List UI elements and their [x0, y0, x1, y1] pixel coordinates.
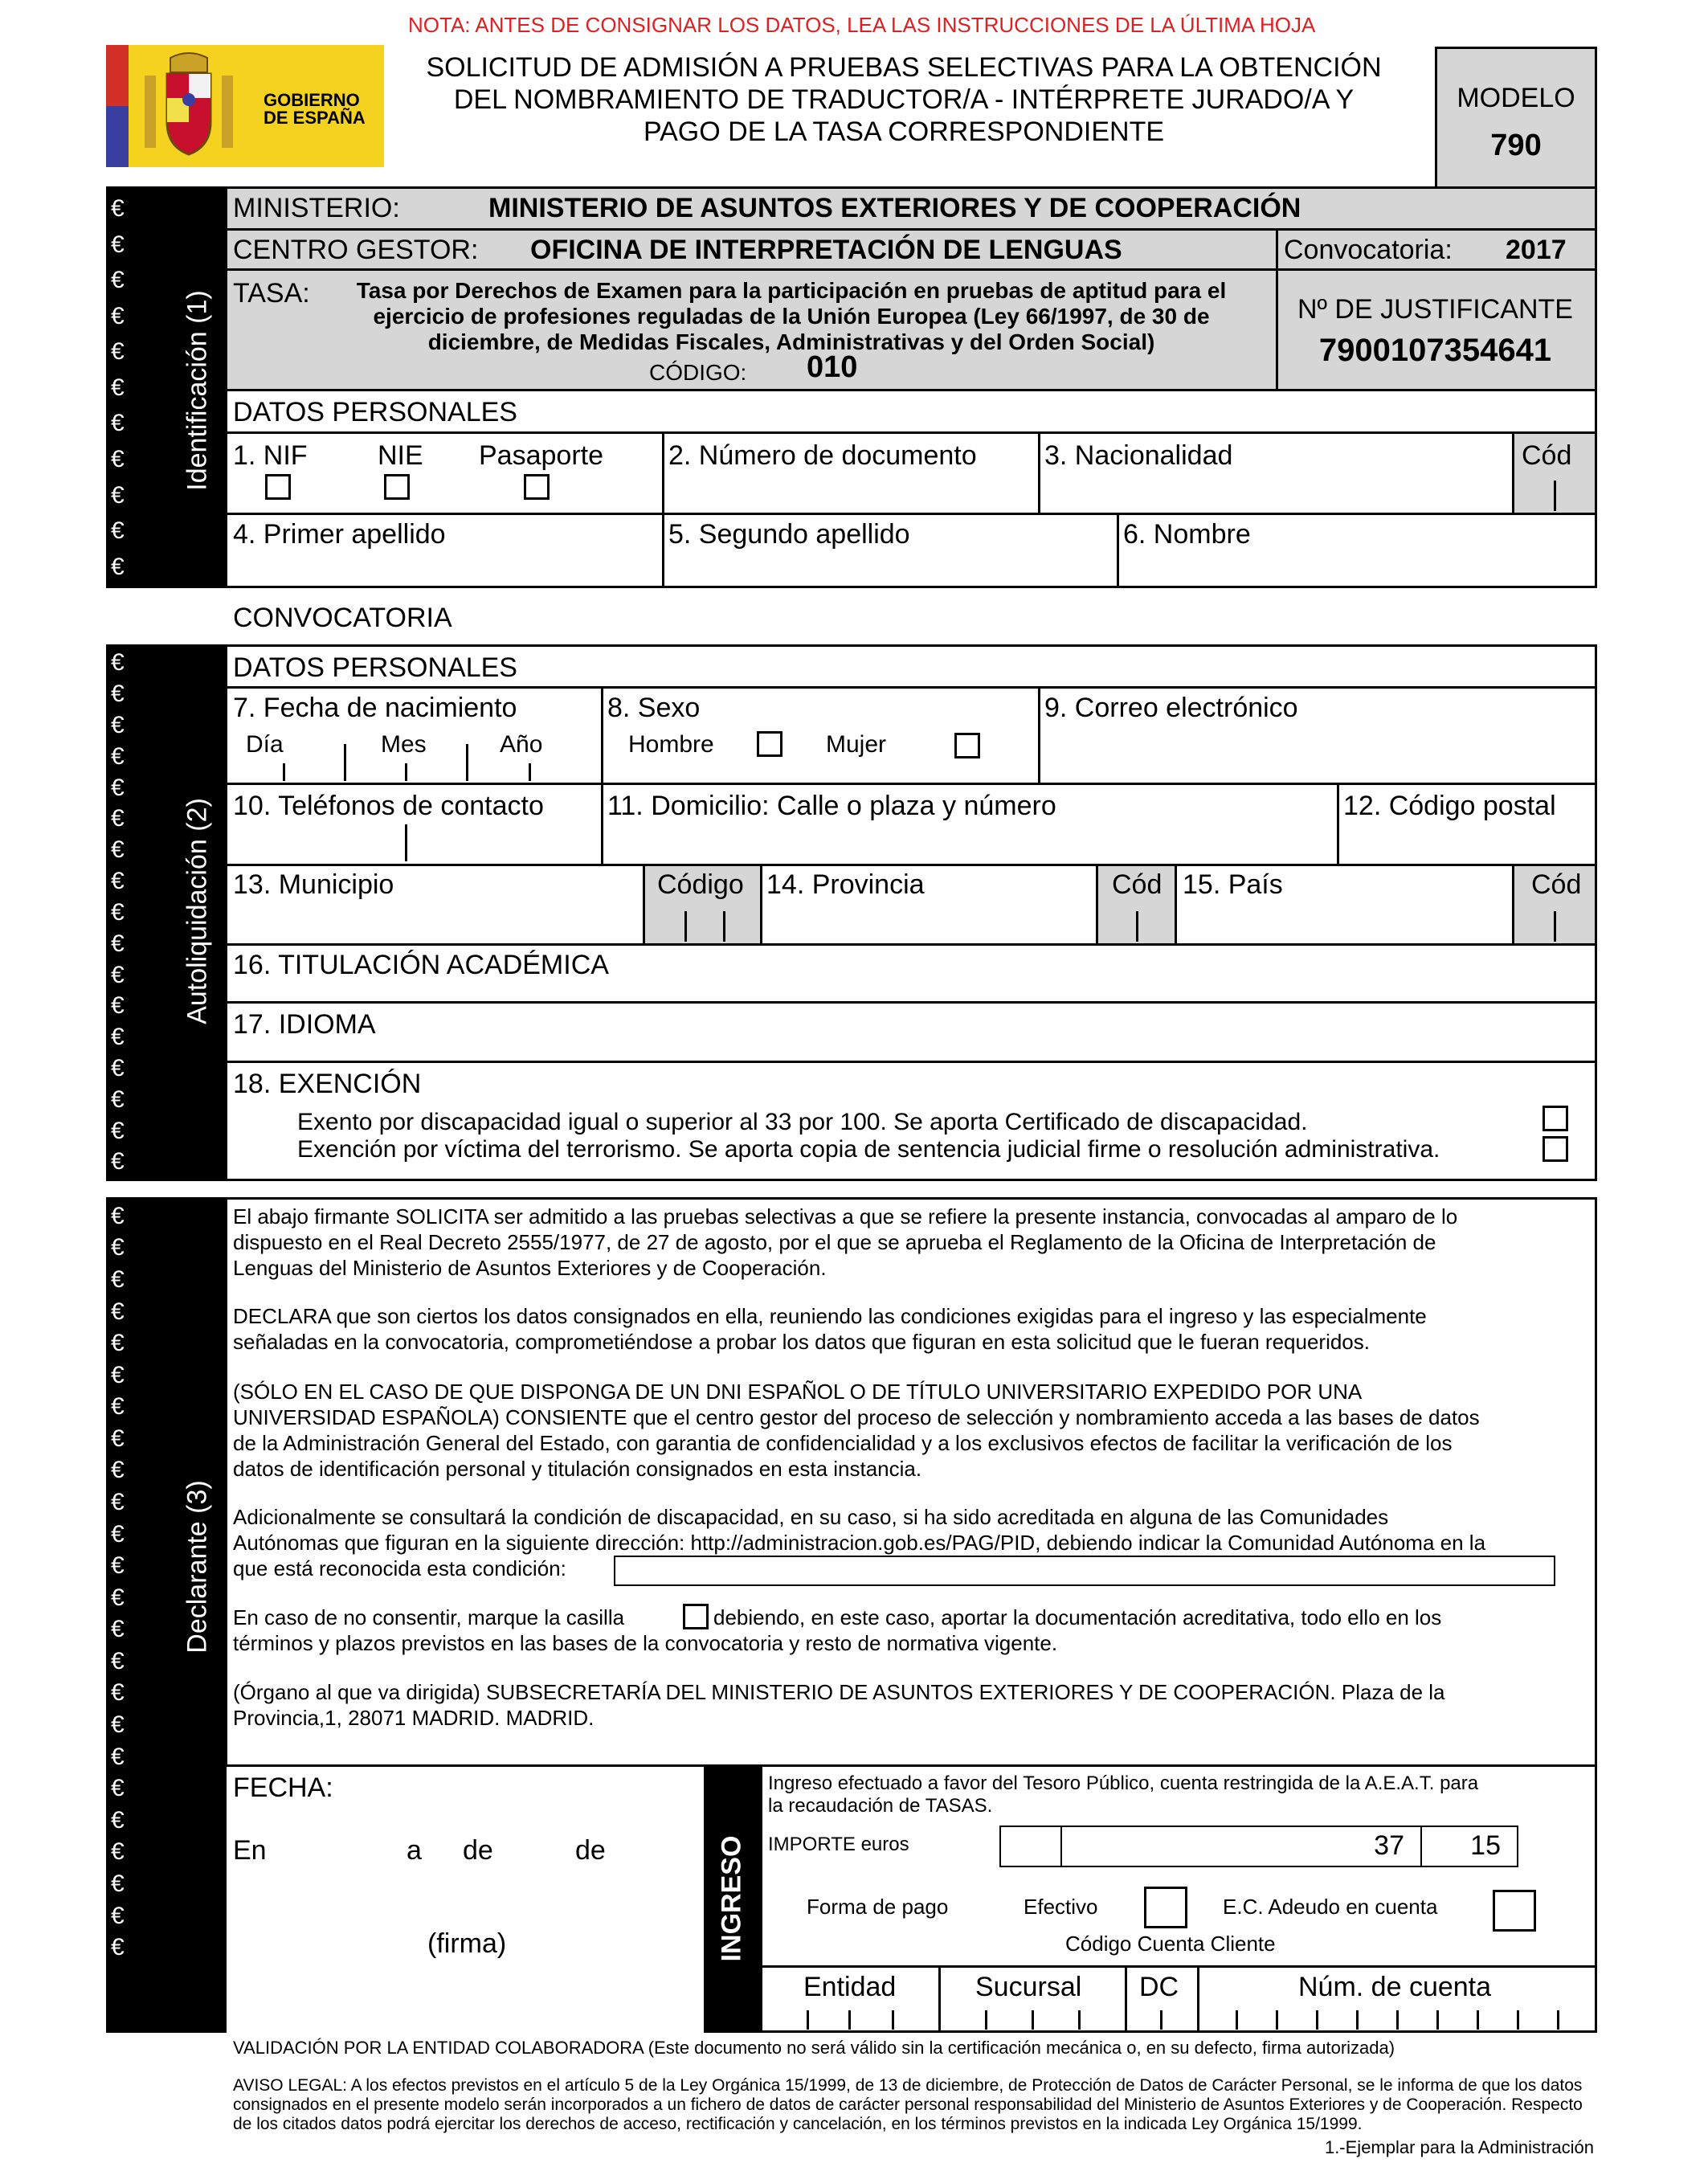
numero-documento-label[interactable]: 2. Número de documento — [668, 440, 977, 471]
form-title — [394, 51, 1414, 148]
euro-symbol: € — [111, 1425, 125, 1452]
segundo-apellido-field[interactable]: 5. Segundo apellido — [668, 519, 910, 550]
justificante-number: 7900107354641 — [1318, 333, 1552, 368]
euro-symbol: € — [111, 1520, 125, 1548]
convocatoria-year: 2017 — [1506, 235, 1567, 265]
nif-checkbox[interactable] — [265, 474, 291, 500]
euro-symbol: € — [111, 836, 125, 864]
euro-symbol: € — [111, 649, 125, 677]
provincia-field[interactable]: 14. Provincia — [766, 869, 925, 900]
euro-symbol: € — [111, 1086, 125, 1113]
modelo-number: 790 — [1490, 129, 1542, 162]
euro-symbol: € — [111, 1934, 125, 1961]
euro-symbol: € — [111, 992, 125, 1020]
aviso-legal: AVISO LEGAL: A los efectos previstos en el artículo 5 de la Ley Orgánica 15/1999, de 13 de diciembre, de Protección de Datos de Carácter Personal, se le informa de que los datos consignados en el presente modelo serán incorporados a un fichero de datos de carácter personal responsabilidad del Ministerio de Asuntos Exteriores y de Cooperación. Respecto de los citados datos podrá ejercitar los derechos de acceso, rectificación y cancelación, en los términos previstos en la indicada Ley Orgánica 15/1999. — [233, 2076, 1583, 2133]
no-consentir-checkbox[interactable] — [683, 1604, 709, 1629]
logo-text-line-1: GOBIERNO — [264, 90, 360, 110]
centro-gestor-value: OFICINA DE INTERPRETACIÓN DE LENGUAS — [530, 235, 1122, 265]
euro-symbol: € — [111, 1838, 125, 1866]
euro-symbol: € — [111, 1806, 125, 1834]
euro-symbol: € — [111, 1234, 125, 1261]
autoliquidacion-frame — [225, 644, 1597, 1181]
form-title-line-3: PAGO DE LA TASA CORRESPONDIENTE — [643, 117, 1165, 147]
nie-label: NIE — [378, 440, 423, 471]
municipio-field[interactable]: 13. Municipio — [233, 869, 394, 900]
euro-column-3 — [111, 1200, 130, 1964]
declaration-declara: DECLARA que son ciertos los datos consignados en ella, reuniendo las condiciones exigidas para el ingreso y las especialmente señaladas en la convocatoria, comprometiéndose a probar los datos que figuran en esta solicitud que le fueran requeridos. — [233, 1304, 1427, 1354]
euro-symbol: € — [111, 481, 125, 509]
flag-stripes — [106, 45, 129, 167]
sucursal-label: Sucursal — [975, 1972, 1082, 2002]
euro-symbol: € — [111, 553, 125, 580]
tasa-line-2: ejercicio de profesiones reguladas de la Unión Europea (Ley 66/1997, de 30 de — [373, 304, 1210, 329]
firma-label: (firma) — [427, 1928, 507, 1959]
fecha-nacimiento-label: 7. Fecha de nacimiento — [233, 693, 517, 723]
fecha-a: a — [407, 1835, 422, 1866]
euro-symbol: € — [111, 1679, 125, 1707]
euro-symbol: € — [111, 1647, 125, 1674]
pasaporte-checkbox[interactable] — [524, 474, 550, 500]
pais-cod-label: Cód — [1531, 869, 1582, 900]
titulacion-field[interactable]: 16. TITULACIÓN ACADÉMICA — [233, 950, 609, 980]
validacion-text: VALIDACIÓN POR LA ENTIDAD COLABORADORA (Este documento no será válido sin la certificación mecánica o, en su defecto, firma autorizada) — [233, 2038, 1395, 2058]
primer-apellido-field[interactable]: 4. Primer apellido — [233, 519, 446, 550]
tasa-line-1: Tasa por Derechos de Examen para la participación en pruebas de aptitud para el — [356, 278, 1227, 303]
form-title-line-2: DEL NOMBRAMIENTO DE TRADUCTOR/A - INTÉRPRETE JURADO/A Y — [453, 84, 1355, 115]
euro-symbol: € — [111, 774, 125, 801]
fecha-de-1: de — [463, 1835, 493, 1866]
codigo-value: 010 — [807, 350, 858, 384]
ministerio-label: MINISTERIO: — [233, 193, 400, 223]
logo-text-line-2: DE ESPAÑA — [264, 108, 366, 128]
euro-symbol: € — [111, 338, 125, 366]
fecha-label: FECHA: — [233, 1772, 333, 1803]
datos-personales-heading: DATOS PERSONALES — [233, 397, 517, 427]
organo-destino: (Órgano al que va dirigida) SUBSECRETARÍA DEL MINISTERIO DE ASUNTOS EXTERIORES Y DE COOPERACIÓN. Plaza de la Provincia,1, 28071 MADRID. MADRID. — [233, 1680, 1445, 1730]
importe-euros: 37 — [1374, 1830, 1404, 1861]
modelo-label: MODELO — [1457, 83, 1575, 113]
forma-pago-label: Forma de pago — [807, 1895, 949, 1919]
no-consentir-text-1: En caso de no consentir, marque la casilla — [233, 1605, 625, 1629]
euro-symbol: € — [111, 302, 125, 329]
codigo-label: CÓDIGO: — [649, 360, 747, 385]
euro-symbol: € — [111, 930, 125, 957]
euro-symbol: € — [111, 1054, 125, 1081]
euro-symbol: € — [111, 1743, 125, 1770]
euro-symbol: € — [111, 195, 125, 223]
efectivo-label: Efectivo — [1024, 1895, 1098, 1919]
hombre-label: Hombre — [628, 731, 714, 758]
euro-symbol: € — [111, 1775, 125, 1802]
euro-symbol: € — [111, 1902, 125, 1929]
adeudo-checkbox[interactable] — [1493, 1890, 1536, 1932]
coat-of-arms-icon — [137, 51, 241, 161]
euro-symbol: € — [111, 231, 125, 258]
euro-symbol: € — [111, 1711, 125, 1739]
euro-symbol: € — [111, 1552, 125, 1580]
nif-label: 1. NIF — [233, 440, 308, 471]
euro-symbol: € — [111, 1202, 125, 1229]
euro-symbol: € — [111, 410, 125, 437]
importe-label: IMPORTE euros — [768, 1834, 909, 1855]
euro-symbol: € — [111, 681, 125, 708]
exencion-terrorismo-label: Exención por víctima del terrorismo. Se aporta copia de sentencia judicial firme o resolución administrativa. — [297, 1136, 1440, 1163]
fecha-en: En — [233, 1835, 267, 1866]
form-title-line-1: SOLICITUD DE ADMISIÓN A PRUEBAS SELECTIVAS PARA LA OBTENCIÓN — [426, 52, 1382, 83]
pasaporte-label: Pasaporte — [479, 440, 603, 471]
euro-symbol: € — [111, 868, 125, 895]
euro-symbol: € — [111, 1330, 125, 1357]
ministerio-value: MINISTERIO DE ASUNTOS EXTERIORES Y DE COOPERACIÓN — [488, 193, 1301, 223]
euro-symbol: € — [111, 742, 125, 770]
euro-symbol: € — [111, 374, 125, 401]
euro-symbol: € — [111, 1361, 125, 1388]
euro-symbol: € — [111, 805, 125, 832]
no-consentir-text-2: debiendo, en este caso, aportar la documentación acreditativa, todo ello en los — [713, 1605, 1442, 1629]
no-consentir-text-3: términos y plazos previstos en las bases de la convocatoria y resto de normativa vigente. — [233, 1631, 1058, 1655]
nie-checkbox[interactable] — [384, 474, 410, 500]
modelo-box — [1435, 47, 1597, 188]
idioma-field[interactable]: 17. IDIOMA — [233, 1009, 376, 1040]
tasa-line-3: diciembre, de Medidas Fiscales, Administrativas y del Orden Social) — [427, 329, 1155, 354]
ejemplar-label: 1.-Ejemplar para la Administración — [1324, 2137, 1594, 2157]
euro-symbol: € — [111, 712, 125, 739]
convocatoria-label: Convocatoria: — [1284, 235, 1453, 265]
importe-field[interactable] — [999, 1826, 1518, 1867]
nombre-field[interactable]: 6. Nombre — [1123, 519, 1251, 550]
euro-symbol: € — [111, 1616, 125, 1643]
euro-symbol: € — [111, 961, 125, 988]
euro-symbol: € — [111, 1457, 125, 1484]
instructions-notice: NOTA: ANTES DE CONSIGNAR LOS DATOS, LEA LAS INSTRUCCIONES DE LA ÚLTIMA HOJA — [408, 13, 1316, 37]
section-label-identificacion: Identificación (1) — [182, 290, 213, 491]
ingreso-text: Ingreso efectuado a favor del Tesoro Público, cuenta restringida de la A.E.A.T. para la recaudación de TASAS. — [768, 1772, 1479, 1817]
fecha-box[interactable] — [225, 1764, 704, 2033]
adeudo-label: E.C. Adeudo en cuenta — [1223, 1895, 1438, 1919]
efectivo-checkbox[interactable] — [1144, 1887, 1187, 1928]
declaration-discapacidad: Adicionalmente se consultará la condición de discapacidad, en su caso, si ha sido acreditada en alguna de las Comunidades Autónomas que figuran en la siguiente dirección: http://administracion.gob.es/PAG/PID, debiendo indicar la Comunidad Autónoma en la que está reconocida esta condición: — [233, 1505, 1486, 1580]
fecha-de-2: de — [575, 1835, 606, 1866]
dia-label: Día — [246, 731, 284, 758]
euro-symbol: € — [111, 445, 125, 472]
ingreso-label: INGRESO — [716, 1835, 747, 1962]
euro-symbol: € — [111, 1870, 125, 1897]
provincia-cod-label: Cód — [1112, 869, 1163, 900]
codigo-cuenta-label: Código Cuenta Cliente — [1065, 1932, 1276, 1956]
centro-gestor-label: CENTRO GESTOR: — [233, 235, 479, 265]
euro-symbol: € — [111, 1117, 125, 1144]
euro-symbol: € — [111, 1298, 125, 1325]
euro-symbol: € — [111, 898, 125, 926]
mujer-label: Mujer — [826, 731, 887, 758]
dc-label: DC — [1139, 1972, 1179, 2002]
government-logo — [106, 45, 384, 167]
declaration-consiente: (SÓLO EN EL CASO DE QUE DISPONGA DE UN DNI ESPAÑOL O DE TÍTULO UNIVERSITARIO EXPEDIDO POR UNA UNIVERSIDAD ESPAÑOLA) CONSIENTE que el centro gestor del proceso de selección y nombramiento acceda a las bases de datos de la Administración General del Estado, con garantia de confidencialidad y a los exclusivos efectos de facilitar la verificación de los datos de identificación personal y titulación consignados en esta instancia. — [233, 1380, 1480, 1481]
telefonos-field[interactable]: 10. Teléfonos de contacto — [233, 791, 544, 821]
domicilio-field[interactable]: 11. Domicilio: Calle o plaza y número — [607, 791, 1056, 821]
exencion-terrorismo-checkbox[interactable] — [1543, 1136, 1568, 1162]
section-label-autoliquidacion: Autoliquidación (2) — [182, 798, 213, 1024]
euro-symbol: € — [111, 1148, 125, 1175]
euro-symbol: € — [111, 1584, 125, 1611]
section-label-declarante: Declarante (3) — [182, 1480, 213, 1654]
nacionalidad-cod-label: Cód — [1522, 440, 1572, 471]
exencion-discapacidad-checkbox[interactable] — [1543, 1106, 1568, 1131]
euro-symbol: € — [111, 1393, 125, 1421]
euro-symbol: € — [111, 1488, 125, 1515]
euro-column-2 — [111, 648, 130, 1178]
justificante-label: Nº DE JUSTIFICANTE — [1297, 294, 1573, 325]
entidad-label: Entidad — [803, 1972, 897, 2002]
convocatoria-heading: CONVOCATORIA — [233, 603, 452, 633]
exencion-discapacidad-label: Exento por discapacidad igual o superior al 33 por 100. Se aporta Certificado de discapacidad. — [297, 1109, 1308, 1135]
anio-label: Año — [500, 731, 543, 758]
exencion-heading: 18. EXENCIÓN — [233, 1069, 422, 1099]
euro-symbol: € — [111, 1024, 125, 1051]
euro-symbol: € — [111, 267, 125, 294]
datos-personales-heading-2: DATOS PERSONALES — [233, 652, 517, 683]
mes-label: Mes — [381, 731, 427, 758]
nacionalidad-label[interactable]: 3. Nacionalidad — [1044, 440, 1233, 471]
municipio-codigo-label: Código — [657, 869, 744, 900]
num-cuenta-label: Núm. de cuenta — [1298, 1972, 1492, 2002]
euro-symbol: € — [111, 1265, 125, 1293]
importe-cents: 15 — [1470, 1830, 1501, 1861]
mujer-checkbox[interactable] — [954, 733, 980, 758]
euro-column-1 — [111, 191, 130, 585]
declaration-solicita: El abajo firmante SOLICITA ser admitido a las pruebas selectivas a que se refiere la presente instancia, convocadas al amparo de lo dispuesto en el Real Decreto 2555/1977, de 27 de agosto, por el que se aprueba el Reglamento de la Oficina de Interpretación de Lenguas del Ministerio de Asuntos Exteriores y de Cooperación. — [233, 1204, 1458, 1280]
tasa-description — [321, 278, 1261, 355]
comunidad-autonoma-input[interactable] — [614, 1556, 1555, 1586]
tasa-label: TASA: — [233, 278, 310, 309]
sexo-label: 8. Sexo — [607, 693, 701, 723]
correo-field[interactable]: 9. Correo electrónico — [1044, 693, 1298, 723]
euro-symbol: € — [111, 517, 125, 545]
pais-field[interactable]: 15. País — [1183, 869, 1283, 900]
hombre-checkbox[interactable] — [757, 731, 782, 757]
codigo-postal-field[interactable]: 12. Código postal — [1343, 791, 1556, 821]
